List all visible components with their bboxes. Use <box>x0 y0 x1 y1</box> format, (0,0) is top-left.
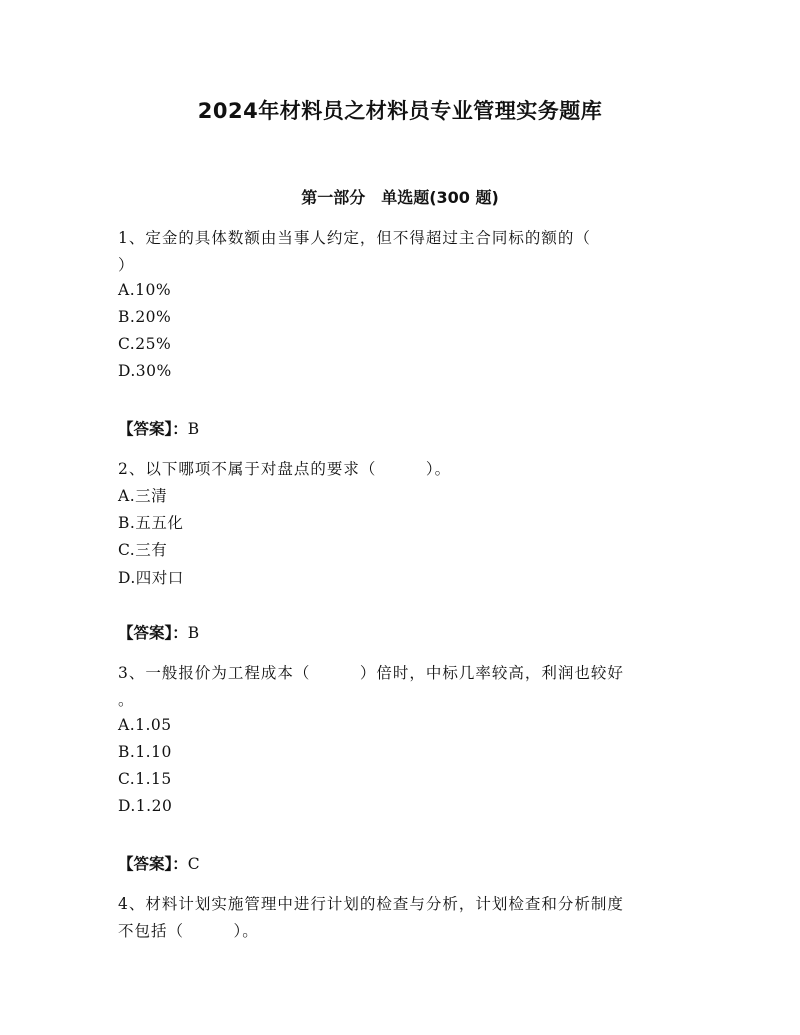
question-4-stem-line1: 4、材料计划实施管理中进行计划的检查与分析，计划检查和分析制度 <box>118 895 624 913</box>
question-2-stem-line1: 2、以下哪项不属于对盘点的要求（ ）。 <box>118 460 452 478</box>
question-1-option-b: B.20% <box>118 308 172 326</box>
question-1-answer <box>118 417 199 439</box>
question-1-stem-line1: 1、定金的具体数额由当事人约定，但不得超过主合同标的额的（ <box>118 229 591 247</box>
question-2-option-b: B.五五化 <box>118 514 184 532</box>
question-1-option-d: D.30% <box>118 362 172 380</box>
question-3-stem-line1: 3、一般报价为工程成本（ ）倍时，中标几率较高，利润也较好 <box>118 664 624 682</box>
question-1-stem-line2: ） <box>118 256 135 274</box>
document-title: 2024年材料员之材料员专业管理实务题库 <box>197 99 603 123</box>
question-3-answer <box>118 852 200 874</box>
question-2-answer <box>118 621 199 643</box>
answer-value: C <box>187 855 200 873</box>
question-3-option-a: A.1.05 <box>118 716 172 734</box>
answer-label: 【答案】： <box>118 855 188 873</box>
section-title: 第一部分 单选题(300 题) <box>301 188 499 207</box>
question-3-stem-line2: 。 <box>118 691 135 709</box>
question-2-option-c: C.三有 <box>118 541 168 559</box>
question-3-option-c: C.1.15 <box>118 770 172 788</box>
answer-value: B <box>187 420 200 438</box>
answer-label: 【答案】： <box>118 624 188 642</box>
question-4-stem-line2: 不包括（ ）。 <box>118 922 259 940</box>
answer-value: B <box>187 624 200 642</box>
question-3-option-b: B.1.10 <box>118 743 172 761</box>
answer-label: 【答案】： <box>118 420 188 438</box>
question-2-option-d: D.四对口 <box>118 569 184 587</box>
question-2-option-a: A.三清 <box>118 487 168 505</box>
question-1-option-a: A.10% <box>118 281 172 299</box>
question-1-option-c: C.25% <box>118 335 172 353</box>
question-3-option-d: D.1.20 <box>118 797 173 815</box>
